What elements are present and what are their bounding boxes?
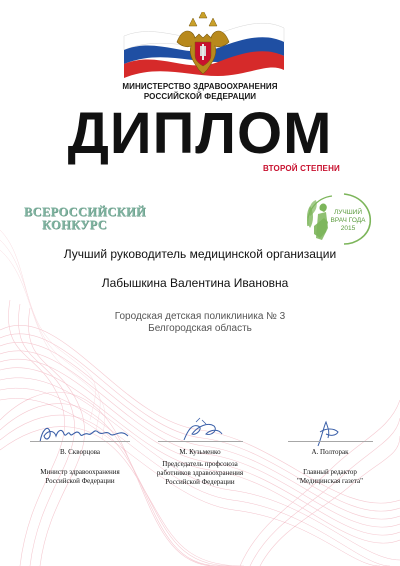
signature-line-2	[158, 441, 243, 442]
contest-line-1: ВСЕРОССИЙСКИЙ	[24, 205, 147, 219]
badge-line-1: ЛУЧШИЙ	[333, 209, 363, 216]
signatory-title-1-line-1: Министр здравоохранения	[40, 468, 120, 476]
signatory-title-3-line-1: Главный редактор	[303, 468, 357, 476]
diploma-title: ДИПЛОМ	[67, 101, 333, 166]
signatory-name-3: А. Полторак	[311, 448, 349, 456]
signatory-name-1: В. Скворцова	[59, 448, 101, 456]
signatory-title-2-line-1: Председатель профсоюза	[162, 460, 238, 468]
signatory-name-2: М. Кузьменко	[179, 448, 221, 456]
signature-poltorak	[308, 418, 348, 448]
diploma-degree: ВТОРОЙ СТЕПЕНИ	[262, 164, 340, 173]
best-doctor-badge	[298, 188, 378, 250]
ministry-heading	[100, 82, 300, 102]
signature-line-3	[288, 441, 373, 442]
signatory-title-2	[140, 460, 260, 487]
signatory-title-2-line-2: работников здравоохранения	[156, 469, 244, 477]
signature-line-1	[30, 441, 130, 442]
signature-skvortsova	[36, 420, 136, 446]
contest-heading	[24, 206, 154, 232]
organization-block	[30, 311, 370, 335]
organization-region: Белгородская область	[148, 323, 252, 334]
nomination: Лучший руководитель медицинской организации	[63, 247, 337, 261]
badge-line-2: ВРАЧ ГОДА	[330, 217, 366, 224]
signatory-title-3	[270, 468, 390, 486]
signatory-title-1	[20, 468, 140, 486]
recipient-name: Лабышкина Валентина Ивановна	[101, 276, 289, 290]
signatory-title-3-line-2: "Медицинская газета"	[297, 477, 363, 485]
signatory-title-2-line-3: Российской Федерации	[165, 478, 235, 486]
badge-year: 2015	[340, 225, 356, 232]
contest-line-2: КОНКУРС	[42, 218, 108, 232]
ministry-line-1: МИНИСТЕРСТВО ЗДРАВООХРАНЕНИЯ	[122, 82, 278, 91]
signatory-title-1-line-2: Российской Федерации	[45, 477, 115, 485]
ministry-line-2: РОССИЙСКОЙ ФЕДЕРАЦИИ	[143, 92, 257, 101]
organization-name: Городская детская поликлиника № 3	[114, 311, 286, 322]
russian-flag	[118, 12, 288, 84]
